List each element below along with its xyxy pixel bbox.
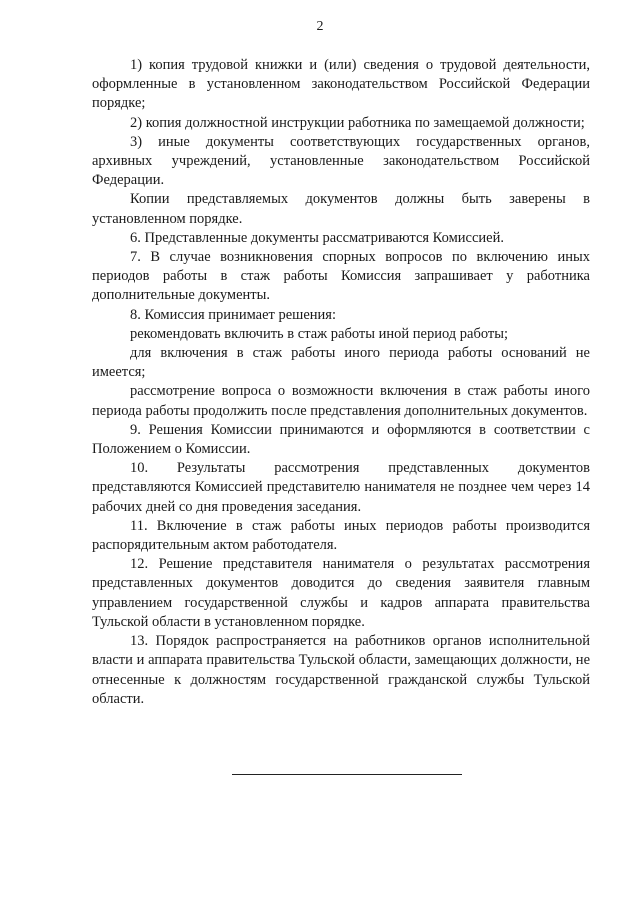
paragraph-11: 11. Включение в стаж работы иных периодов работы производится распорядительным актом работодателя. [92, 517, 590, 554]
page-number: 2 [316, 19, 324, 34]
paragraph-6: 6. Представленные документы рассматриваются Комиссией. [130, 229, 504, 246]
paragraph-item-1: 1) копия трудовой книжки и (или) сведения о трудовой деятельности, оформленные в установленном законодательством Российской Федерации порядке; [92, 57, 590, 112]
paragraph-12: 12. Решение представителя нанимателя о результатах рассмотрения представленных документов доводится до сведения заявителя главным управлением государственной службы и кадров аппарата правительства Тульской области в установленном порядке. [92, 556, 590, 630]
paragraph-8: 8. Комиссия принимает решения: [130, 306, 336, 323]
paragraph-9: 9. Решения Комиссии принимаются и оформляются в соответствии с Положением о Комиссии. [92, 421, 590, 458]
paragraph-8-option-1: рекомендовать включить в стаж работы иной период работы; [130, 325, 509, 342]
paragraph-7: 7. В случае возникновения спорных вопросов по включению иных периодов работы в стаж работы Комиссия запрашивает у работника дополнительные документы. [92, 249, 590, 304]
paragraph-8-option-3: рассмотрение вопроса о возможности включения в стаж работы иного периода работы продолжить после представления дополнительных документов. [92, 383, 590, 419]
paragraph-8-option-2: для включения в стаж работы иного периода работы оснований не имеется; [92, 345, 590, 381]
paragraph-copies-certification: Копии представляемых документов должны быть заверены в установленном порядке. [92, 191, 590, 227]
paragraph-13: 13. Порядок распространяется на работников органов исполнительной власти и аппарата правительства Тульской области, замещающих должности, не отнесенные к должностям государственной гражданской службы Тульской области. [92, 633, 590, 707]
paragraph-item-3: 3) иные документы соответствующих государственных органов, архивных учреждений, установленные законодательством Российской Федерации. [92, 133, 590, 189]
closing-divider [232, 774, 462, 775]
document-body [92, 56, 590, 709]
paragraph-10: 10. Результаты рассмотрения представленных документов представляются Комиссией представителю нанимателя не позднее чем через 14 рабочих дней со дня проведения заседания. [92, 460, 590, 515]
paragraph-item-2: 2) копия должностной инструкции работника по замещаемой должности; [130, 114, 585, 131]
